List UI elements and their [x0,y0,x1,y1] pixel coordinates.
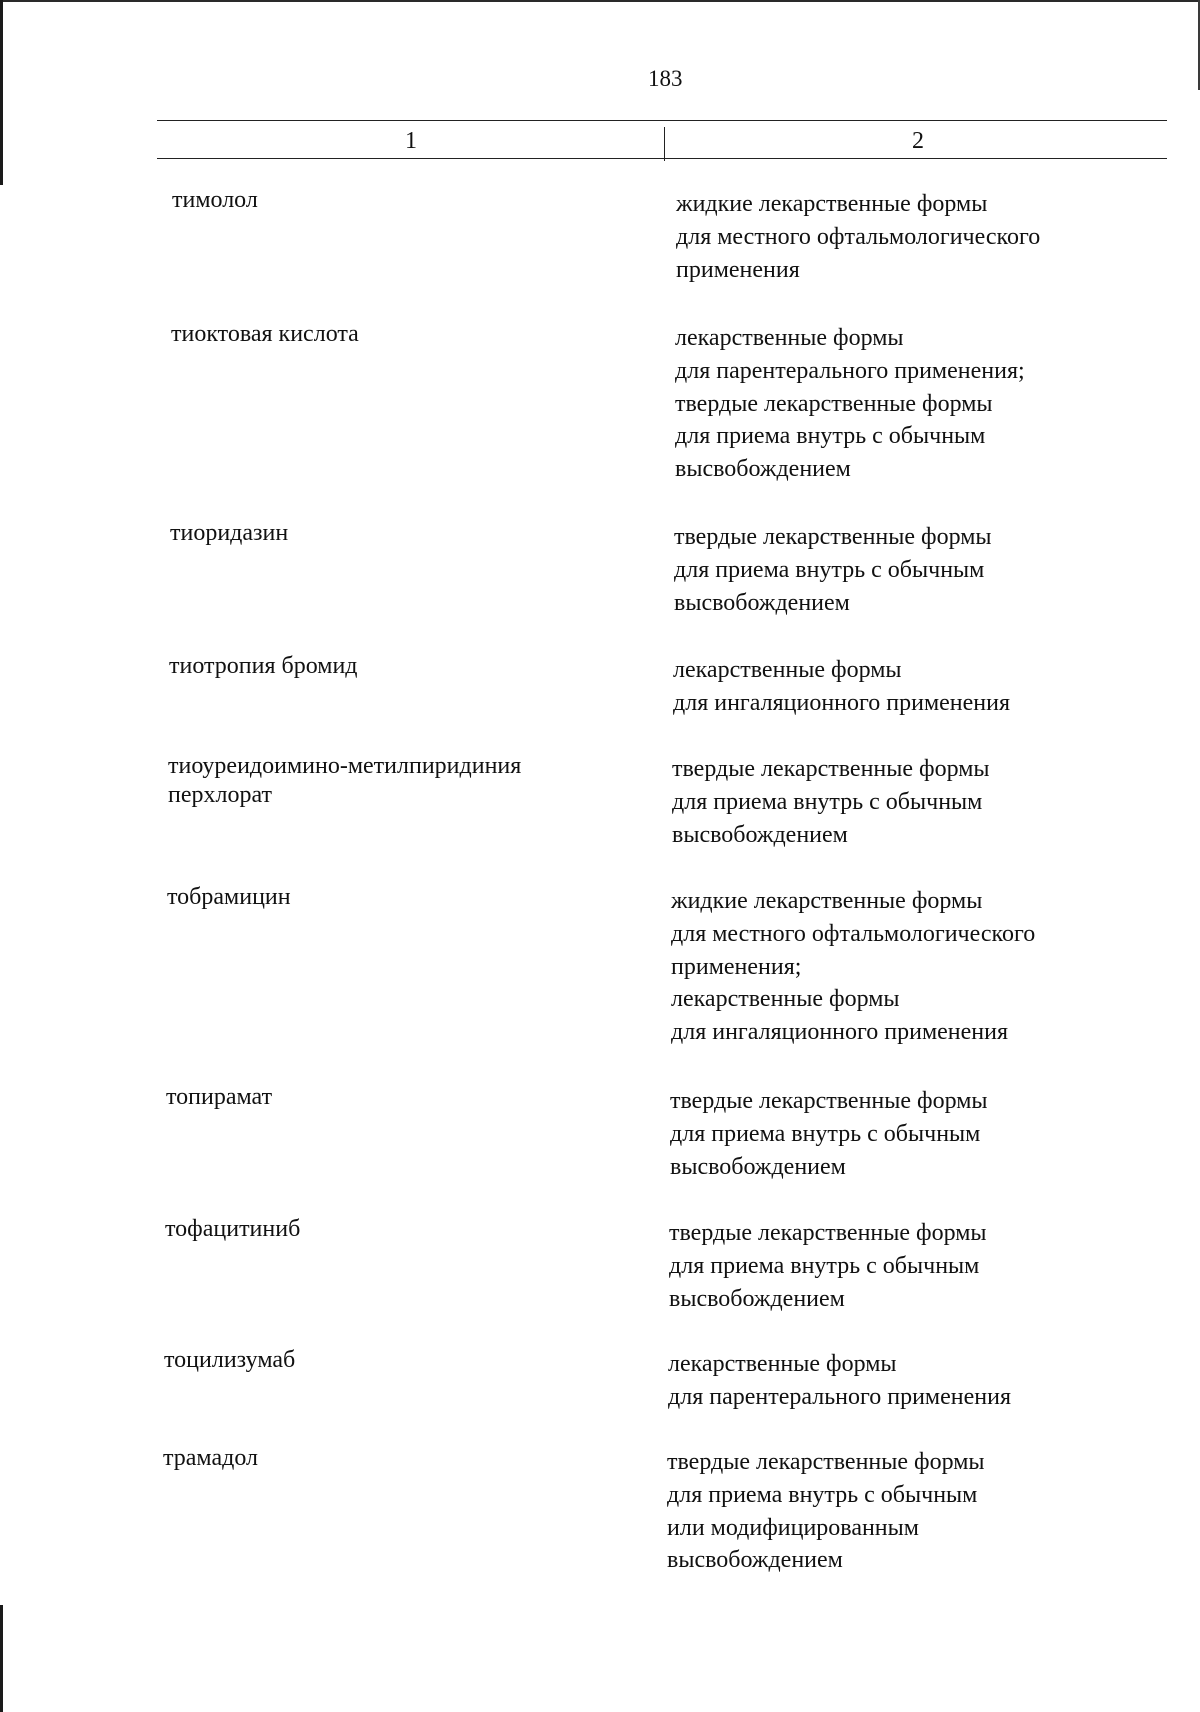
dosage-forms: лекарственные формы для парентерального применения [668,1351,1011,1410]
dosage-forms: твердые лекарственные формы для приема внутрь с обычным высвобождением [670,1088,988,1180]
column-divider [664,127,665,161]
dosage-forms: твердые лекарственные формы для приема внутрь с обычным высвобождением [669,1220,987,1312]
drug-name: тиоридазин [170,520,289,546]
column-header-2: 2 [912,128,924,154]
drug-name: тоцилизумаб [164,1347,296,1373]
table-header-rule [157,158,1167,159]
drug-name: тиоктовая кислота [171,321,359,347]
scan-edge-top [0,0,1200,2]
dosage-forms: лекарственные формы для парентерального применения; твердые лекарственные формы для приема внутрь с обычным высвобождением [675,325,1025,483]
drug-name: тобрамицин [167,884,291,910]
column-header-1: 1 [405,128,417,154]
drug-name: трамадол [163,1445,258,1471]
drug-name: тиотропия бромид [169,653,358,679]
drug-name: топирамат [166,1084,273,1110]
dosage-forms: жидкие лекарственные формы для местного офтальмологического применения [676,191,1041,283]
drug-name: тиоуреидоимино-метилпиридиния перхлорат [168,753,522,808]
dosage-forms: твердые лекарственные формы для приема внутрь с обычным высвобождением [674,524,992,616]
dosage-forms: твердые лекарственные формы для приема внутрь с обычным или модифицированным высвобождением [667,1449,985,1574]
dosage-forms: лекарственные формы для ингаляционного применения [673,657,1011,716]
page-number: 183 [648,66,683,91]
scan-edge-left [0,0,3,185]
table-top-rule [157,120,1167,121]
dosage-forms: твердые лекарственные формы для приема внутрь с обычным высвобождением [672,756,990,848]
drug-name: тофацитиниб [165,1216,301,1242]
scan-edge-left-bottom [0,1605,3,1712]
drug-name: тимолол [172,187,258,213]
dosage-forms: жидкие лекарственные формы для местного офтальмологического применения; лекарственные формы для ингаляционного применения [671,888,1036,1046]
